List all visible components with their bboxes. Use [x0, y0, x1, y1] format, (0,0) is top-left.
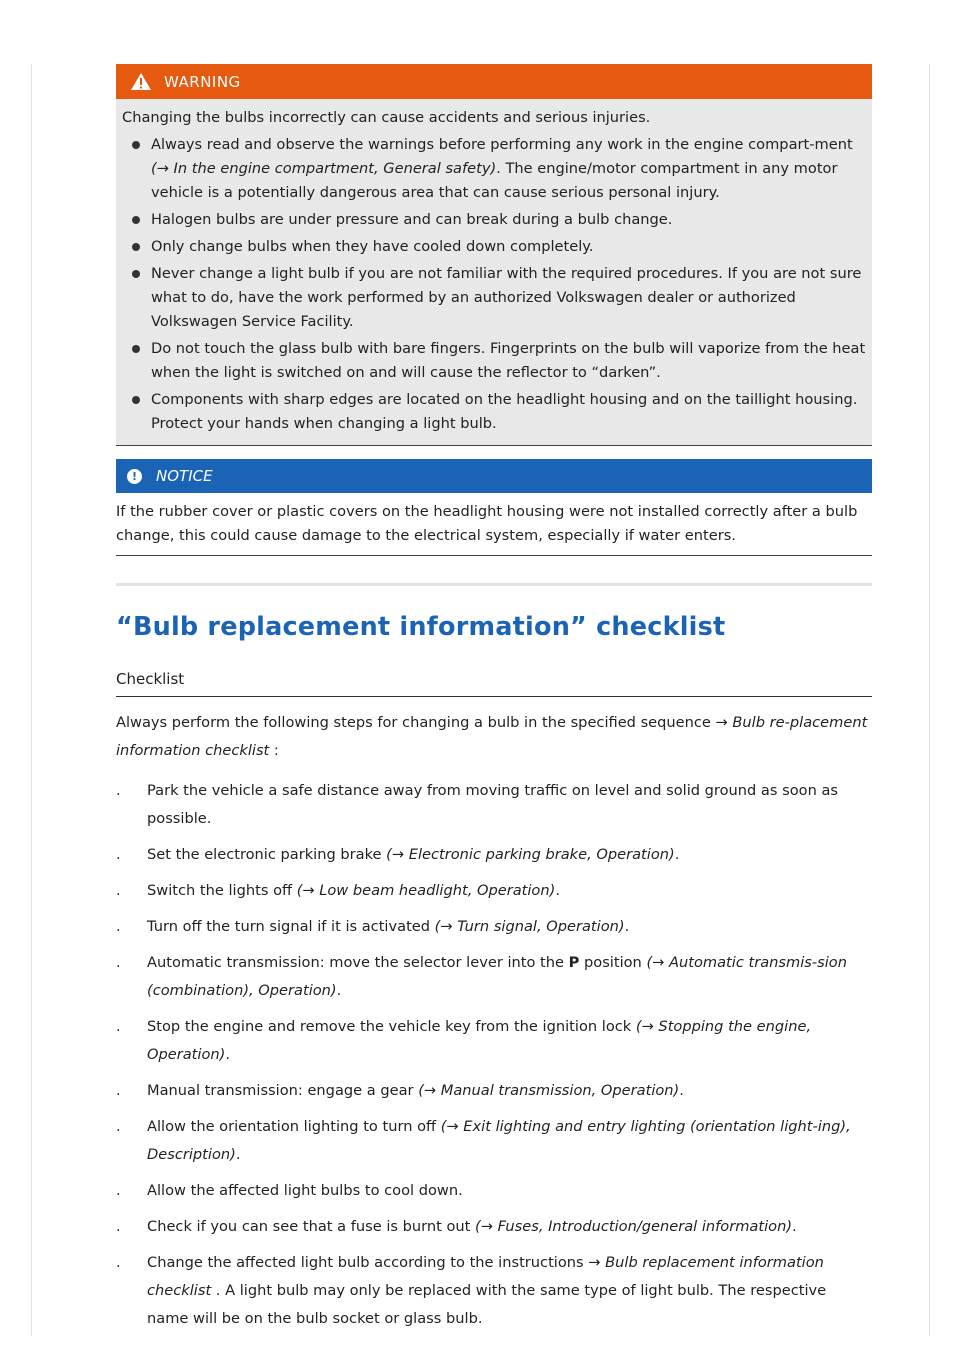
step-marker: . [116, 846, 121, 863]
warning-header [116, 64, 872, 99]
cross-reference-link[interactable]: (→ Automatic transmis-sion (combination), Operation) [147, 954, 847, 999]
step-marker: . [116, 1218, 121, 1235]
left-margin-rule [31, 64, 32, 1336]
step-text: Turn off the turn signal if it is activated (→ Turn signal, Operation). [147, 918, 630, 935]
cross-reference-link[interactable]: (→ Manual transmission, Operation) [418, 1082, 680, 1099]
warning-bullet-text: Halogen bulbs are under pressure and can break during a bulb change. [151, 211, 673, 228]
notice-text: If the rubber cover or plastic covers on the headlight housing were not installed correctly after a bulb change, this could cause damage to the electrical system, especially if water enters. [116, 493, 872, 556]
gear-position-label: P [568, 954, 580, 971]
list-item [116, 777, 872, 833]
list-item [116, 1177, 872, 1205]
bullet-dot-icon [132, 216, 140, 224]
step-marker: . [116, 882, 121, 899]
step-marker: . [116, 1082, 121, 1099]
notice-header [116, 459, 872, 493]
step-marker: . [116, 918, 121, 935]
bullet-dot-icon [132, 141, 140, 149]
cross-reference-link[interactable]: (→ Fuses, Introduction/general information) [475, 1218, 793, 1235]
cross-reference-link[interactable]: (→ Electronic parking brake, Operation) [386, 846, 675, 863]
exclamation-icon: ! [127, 469, 142, 484]
step-text: Switch the lights off (→ Low beam headlight, Operation). [147, 882, 560, 899]
warning-bullet-text: Do not touch the glass bulb with bare fingers. Fingerprints on the bulb will vaporize from the heat when the light is switched on and will cause the reflector to “darken”. [151, 340, 866, 381]
list-item [116, 1013, 872, 1069]
step-marker: . [116, 954, 121, 971]
list-item [116, 1077, 872, 1105]
step-text: Park the vehicle a safe distance away from moving traffic on level and solid ground as soon as possible. [147, 782, 839, 827]
page-content [116, 64, 872, 1341]
bullet-dot-icon [132, 396, 140, 404]
notice-box [116, 459, 872, 556]
cross-reference-link[interactable]: (→ Stopping the engine, Operation) [147, 1018, 812, 1063]
list-item [116, 1113, 872, 1169]
step-marker: . [116, 1182, 121, 1199]
list-item [116, 913, 872, 941]
step-text: Allow the affected light bulbs to cool down. [147, 1182, 463, 1199]
bullet-dot-icon [132, 270, 140, 278]
list-item [116, 841, 872, 869]
step-text: Stop the engine and remove the vehicle key from the ignition lock (→ Stopping the engine, Operation). [147, 1018, 812, 1063]
step-marker: . [116, 1018, 121, 1035]
step-marker: . [116, 1254, 121, 1271]
checklist-steps [116, 777, 872, 1333]
section-divider [116, 583, 872, 586]
cross-reference-link[interactable]: (→ Low beam headlight, Operation) [296, 882, 556, 899]
warning-bullet-text: Only change bulbs when they have cooled down completely. [151, 238, 594, 255]
warning-bullet-text: Always read and observe the warnings before performing any work in the engine compart-ment (→ In the engine compartment, General safety). The engine/motor compartment in any motor vehicle is a potentially dangerous area that can cause serious personal injury. [151, 136, 853, 201]
step-text: Change the affected light bulb according to the instructions → Bulb replacement information checklist . A light bulb may only be replaced with the same type of light bulb. The respective name will be on the bulb socket or glass bulb. [147, 1254, 827, 1327]
warning-box [116, 64, 872, 446]
warning-bullet [122, 388, 866, 436]
section-title: “Bulb replacement information” checklist [116, 612, 726, 642]
step-marker: . [116, 782, 121, 799]
warning-bullet [122, 208, 866, 232]
cross-reference-link[interactable]: (→ Exit lighting and entry lighting (orientation light-ing), Description) [147, 1118, 851, 1163]
list-item [116, 1249, 872, 1333]
warning-bullet-text: Components with sharp edges are located on the headlight housing and on the taillight housing. Protect your hands when changing a light bulb. [151, 391, 858, 432]
cross-reference-link[interactable]: → Bulb re-placement information checklist [116, 714, 868, 759]
section-subtitle: Checklist [116, 670, 872, 697]
warning-intro: Changing the bulbs incorrectly can cause accidents and serious injuries. [122, 109, 651, 126]
bullet-dot-icon [132, 243, 140, 251]
bullet-dot-icon [132, 345, 140, 353]
step-text: Set the electronic parking brake (→ Electronic parking brake, Operation). [147, 846, 680, 863]
right-margin-rule [929, 64, 930, 1336]
warning-bullet [122, 262, 866, 334]
warning-bullet [122, 133, 866, 205]
warning-bullet-text: Never change a light bulb if you are not familiar with the required procedures. If you are not sure what to do, have the work performed by an authorized Volkswagen dealer or authorized Volkswagen Service Facility. [151, 265, 862, 330]
warning-bullet [122, 235, 866, 259]
cross-reference-link[interactable]: (→ In the engine compartment, General safety) [151, 160, 497, 177]
lead-paragraph: Always perform the following steps for changing a bulb in the specified sequence → Bulb re-placement information checklist : [116, 714, 868, 759]
list-item [116, 949, 872, 1005]
step-text: Automatic transmission: move the selector lever into the P position (→ Automatic transmis-sion (combination), Operation). [147, 954, 847, 999]
warning-bullet [122, 337, 866, 385]
warning-triangle-icon [130, 72, 152, 91]
cross-reference-link[interactable]: → Bulb replacement information checklist [147, 1254, 824, 1299]
warning-title: WARNING [164, 72, 241, 91]
cross-reference-link[interactable]: (→ Turn signal, Operation) [434, 918, 625, 935]
notice-title: NOTICE [156, 467, 213, 485]
list-item [116, 1213, 872, 1241]
step-text: Manual transmission: engage a gear (→ Manual transmission, Operation). [147, 1082, 684, 1099]
step-text: Allow the orientation lighting to turn off (→ Exit lighting and entry lighting (orientation light-ing), Description). [147, 1118, 851, 1163]
step-text: Check if you can see that a fuse is burnt out (→ Fuses, Introduction/general information). [147, 1218, 797, 1235]
list-item [116, 877, 872, 905]
warning-body [116, 99, 872, 446]
step-marker: . [116, 1118, 121, 1135]
